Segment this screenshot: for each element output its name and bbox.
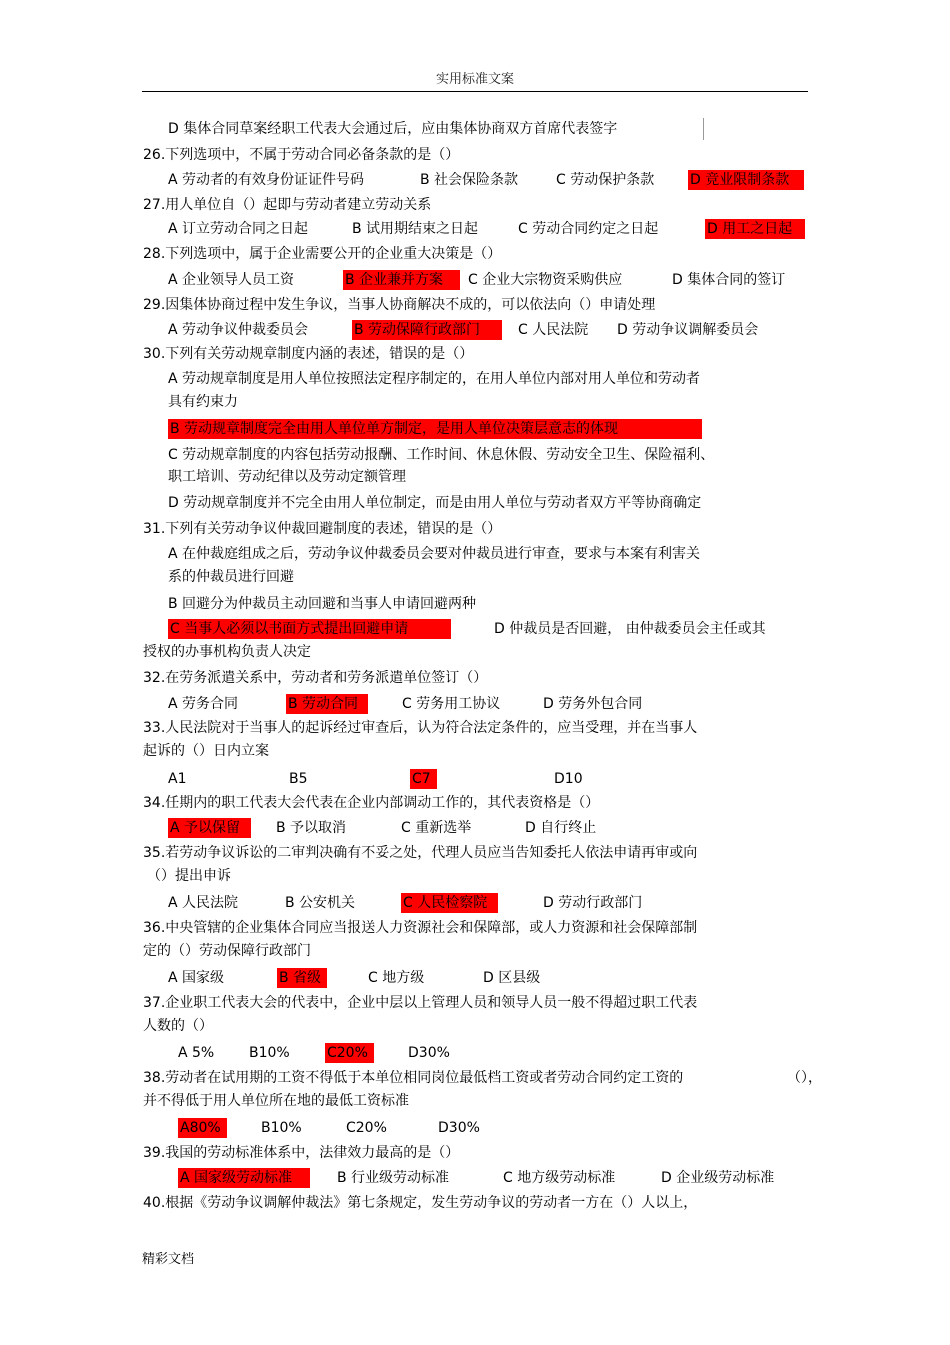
text-line: 28.下列选项中，属于企业需要公开的企业重大决策是（） bbox=[143, 246, 502, 262]
text-line: 起诉的（）日内立案 bbox=[143, 743, 269, 759]
text-line: A 人民法院 bbox=[168, 895, 239, 911]
text-line: D 劳动行政部门 bbox=[543, 895, 643, 911]
text-line: （）， bbox=[787, 1070, 822, 1086]
text-line: 39.我国的劳动标准体系中，法律效力最高的是（） bbox=[143, 1145, 460, 1161]
text-line: D 劳动争议调解委员会 bbox=[617, 322, 759, 338]
highlighted-answer: A80% bbox=[178, 1118, 227, 1138]
text-line: 系的仲裁员进行回避 bbox=[168, 569, 294, 585]
text-line: 定的（）劳动保障行政部门 bbox=[143, 943, 311, 959]
highlighted-answer: B 劳动保障行政部门 bbox=[352, 320, 502, 340]
text-line: B 回避分为仲裁员主动回避和当事人申请回避两种 bbox=[168, 596, 477, 612]
text-line: 26.下列选项中，不属于劳动合同必备条款的是（） bbox=[143, 147, 460, 163]
page-header: 实用标准文案 bbox=[435, 72, 514, 87]
text-line: 35.若劳动争议诉讼的二审判决确有不妥之处，代理人员应当告知委托人依法申请再审或向 bbox=[143, 845, 698, 861]
text-line: B10% bbox=[249, 1045, 290, 1061]
text-line: （）提出申诉 bbox=[147, 868, 231, 884]
text-line: 36.中央管辖的企业集体合同应当报送人力资源社会和保障部，或人力资源和社会保障部制 bbox=[143, 920, 698, 936]
text-line: D 自行终止 bbox=[525, 820, 597, 836]
text-line: A 劳务合同 bbox=[168, 696, 239, 712]
text-line: 并不得低于用人单位所在地的最低工资标准 bbox=[143, 1093, 409, 1109]
text-line: A 企业领导人员工资 bbox=[168, 272, 295, 288]
text-line: C 重新选举 bbox=[401, 820, 472, 836]
text-line: 32.在劳务派遣关系中，劳动者和劳务派遣单位签订（） bbox=[143, 670, 488, 686]
text-line: A1 bbox=[168, 771, 187, 787]
text-line: B 社会保险条款 bbox=[420, 172, 519, 188]
highlighted-answer: C 当事人必须以书面方式提出回避申请 bbox=[168, 619, 451, 639]
text-line: C 劳动规章制度的内容包括劳动报酬、工作时间、休息休假、劳动安全卫生、保险福利、 bbox=[168, 447, 715, 463]
text-line: A 订立劳动合同之日起 bbox=[168, 221, 309, 237]
text-line: C 企业大宗物资采购供应 bbox=[468, 272, 623, 288]
text-line: C 地方级劳动标准 bbox=[503, 1170, 616, 1186]
text-line: C 劳务用工协议 bbox=[402, 696, 501, 712]
highlighted-answer: B 企业兼并方案 bbox=[343, 270, 460, 290]
text-line: B 试用期结束之日起 bbox=[352, 221, 479, 237]
highlighted-answer: B 劳动规章制度完全由用人单位单方制定，是用人单位决策层意志的体现 bbox=[168, 419, 702, 439]
text-line: B5 bbox=[289, 771, 308, 787]
highlighted-answer: B 劳动合同 bbox=[286, 694, 368, 714]
text-line: 27.用人单位自（）起即与劳动者建立劳动关系 bbox=[143, 197, 432, 213]
text-line: B 予以取消 bbox=[276, 820, 347, 836]
highlighted-answer: D 用工之日起 bbox=[705, 219, 805, 239]
text-line: 31.下列有关劳动争议仲裁回避制度的表述，错误的是（） bbox=[143, 521, 502, 537]
highlighted-answer: A 予以保留 bbox=[168, 818, 251, 838]
text-line: 34.任期内的职工代表大会代表在企业内部调动工作的，其代表资格是（） bbox=[143, 795, 600, 811]
text-line: A 劳动规章制度是用人单位按照法定程序制定的，在用人单位内部对用人单位和劳动者 bbox=[168, 371, 701, 387]
text-line: 38.劳动者在试用期的工资不得低于本单位相同岗位最低档工资或者劳动合同约定工资的 bbox=[143, 1070, 684, 1086]
text-line: 职工培训、劳动纪律以及劳动定额管理 bbox=[168, 469, 406, 485]
text-line: A 国家级 bbox=[168, 970, 225, 986]
text-line: D 集体合同草案经职工代表大会通过后，应由集体协商双方首席代表签字 bbox=[168, 121, 618, 137]
text-line: 37.企业职工代表大会的代表中，企业中层以上管理人员和领导人员一般不得超过职工代表 bbox=[143, 995, 698, 1011]
text-line: A 在仲裁庭组成之后，劳动争议仲裁委员会要对仲裁员进行审查，要求与本案有利害关 bbox=[168, 546, 701, 562]
highlighted-answer: B 省级 bbox=[277, 968, 327, 988]
page-footer: 精彩文档 bbox=[142, 1252, 195, 1267]
text-line: A 劳动争议仲裁委员会 bbox=[168, 322, 309, 338]
text-line: 29.因集体协商过程中发生争议，当事人协商解决不成的，可以依法向（）申请处理 bbox=[143, 297, 656, 313]
text-line: C 人民法院 bbox=[518, 322, 589, 338]
text-line: D10 bbox=[554, 771, 583, 787]
text-line: B 行业级劳动标准 bbox=[337, 1170, 450, 1186]
header-rule bbox=[142, 91, 808, 92]
text-line: 人数的（） bbox=[143, 1018, 213, 1034]
text-line: D30% bbox=[408, 1045, 450, 1061]
text-line: D 仲裁员是否回避， 由仲裁委员会主任或其 bbox=[494, 621, 766, 637]
text-line: 40.根据《劳动争议调解仲裁法》第七条规定，发生劳动争议的劳动者一方在（）人以上， bbox=[143, 1195, 698, 1211]
text-line: B 公安机关 bbox=[285, 895, 356, 911]
text-line: D 区县级 bbox=[483, 970, 541, 986]
highlighted-answer: C7 bbox=[410, 769, 437, 789]
text-line: D 集体合同的签订 bbox=[672, 272, 786, 288]
text-line: D 劳务外包合同 bbox=[543, 696, 643, 712]
text-line: A 5% bbox=[178, 1045, 215, 1061]
text-line: 33.人民法院对于当事人的起诉经过审查后，认为符合法定条件的，应当受理，并在当事人 bbox=[143, 720, 698, 736]
text-line: A 劳动者的有效身份证证件号码 bbox=[168, 172, 365, 188]
text-line: C 劳动保护条款 bbox=[556, 172, 655, 188]
text-line: D 劳动规章制度并不完全由用人单位制定，而是由用人单位与劳动者双方平等协商确定 bbox=[168, 495, 702, 511]
text-cursor-bar bbox=[703, 118, 704, 140]
highlighted-answer: D 竞业限制条款 bbox=[688, 170, 804, 190]
text-line: 授权的办事机构负责人决定 bbox=[143, 644, 311, 660]
highlighted-answer: C 人民检察院 bbox=[401, 893, 498, 913]
text-line: B10% bbox=[261, 1120, 302, 1136]
text-line: 30.下列有关劳动规章制度内涵的表述，错误的是（） bbox=[143, 346, 474, 362]
text-line: C 地方级 bbox=[368, 970, 425, 986]
highlighted-answer: C20% bbox=[325, 1043, 374, 1063]
text-line: D30% bbox=[438, 1120, 480, 1136]
text-line: D 企业级劳动标准 bbox=[661, 1170, 775, 1186]
text-line: 具有约束力 bbox=[168, 394, 238, 410]
text-line: C 劳动合同约定之日起 bbox=[518, 221, 659, 237]
highlighted-answer: A 国家级劳动标准 bbox=[178, 1168, 310, 1188]
text-line: C20% bbox=[346, 1120, 387, 1136]
